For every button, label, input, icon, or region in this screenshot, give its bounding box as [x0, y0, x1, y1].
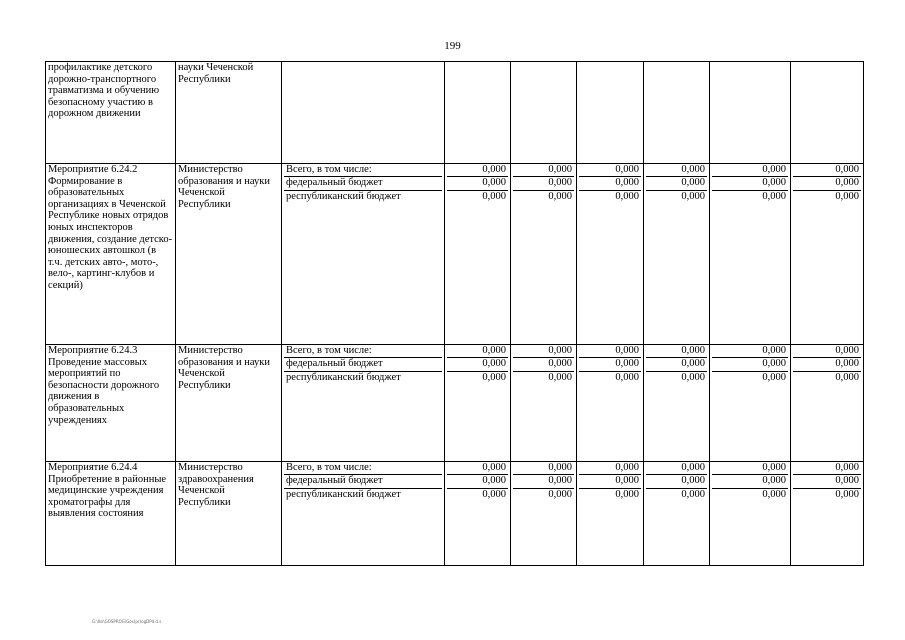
value-republic: 0,000	[548, 488, 572, 500]
funding-federal-label: федеральный бюджет	[284, 475, 442, 488]
value-cell	[577, 345, 644, 462]
value-federal: 0,000	[579, 475, 641, 488]
value-republic: 0,000	[615, 488, 639, 500]
value-total: 0,000	[513, 164, 574, 177]
value-cell	[791, 345, 864, 462]
value-cell	[791, 62, 864, 164]
value-total: 0,000	[447, 164, 508, 177]
value-cell	[644, 164, 710, 345]
value-total: 0,000	[712, 462, 788, 475]
funding-cell	[282, 345, 445, 462]
value-republic: 0,000	[482, 190, 506, 202]
funding-total-label: Всего, в том числе:	[284, 345, 442, 358]
table-row	[46, 62, 864, 164]
value-cell	[710, 345, 791, 462]
value-total: 0,000	[646, 345, 707, 358]
measure-cell: Мероприятие 6.24.4 Приобретение в районные медицинские учреждения хроматографы для выявления состояния	[46, 462, 176, 566]
value-cell	[445, 62, 511, 164]
executor-cell: науки Чеченской Республики	[176, 62, 282, 164]
value-republic: 0,000	[681, 488, 705, 500]
budget-table	[45, 61, 864, 566]
measure-cell: Мероприятие 6.24.2 Формирование в образовательных организациях в Чеченской Республике новых отрядов юных инспекторов движения, создание детско-юношеских автошкол (в т.ч. детских авто-, мото-, вело-, картинг-клубов и секций)	[46, 164, 176, 345]
value-cell	[445, 164, 511, 345]
value-federal: 0,000	[447, 177, 508, 190]
table-row	[46, 462, 864, 566]
value-cell	[445, 462, 511, 566]
value-republic: 0,000	[762, 488, 786, 500]
value-federal: 0,000	[793, 475, 861, 488]
value-republic: 0,000	[615, 371, 639, 383]
value-federal: 0,000	[646, 475, 707, 488]
table-row	[46, 164, 864, 345]
value-federal: 0,000	[646, 177, 707, 190]
value-federal: 0,000	[447, 358, 508, 371]
value-total: 0,000	[646, 462, 707, 475]
executor-cell: Министерство образования и науки Чеченской Республики	[176, 164, 282, 345]
value-federal: 0,000	[447, 475, 508, 488]
value-total: 0,000	[579, 345, 641, 358]
value-federal: 0,000	[513, 177, 574, 190]
value-federal: 0,000	[646, 358, 707, 371]
value-republic: 0,000	[482, 371, 506, 383]
value-federal: 0,000	[513, 475, 574, 488]
value-total: 0,000	[793, 345, 861, 358]
value-republic: 0,000	[548, 371, 572, 383]
funding-total-label: Всего, в том числе:	[284, 164, 442, 177]
value-republic: 0,000	[835, 371, 859, 383]
value-total: 0,000	[579, 462, 641, 475]
value-total: 0,000	[793, 462, 861, 475]
value-cell	[644, 62, 710, 164]
value-republic: 0,000	[482, 488, 506, 500]
funding-republic-label: республиканский бюджет	[286, 371, 401, 383]
value-cell	[791, 462, 864, 566]
funding-federal-label: федеральный бюджет	[284, 177, 442, 190]
value-republic: 0,000	[548, 190, 572, 202]
value-total: 0,000	[793, 164, 861, 177]
funding-cell	[282, 462, 445, 566]
value-republic: 0,000	[681, 371, 705, 383]
page-number: 199	[444, 40, 461, 52]
value-total: 0,000	[513, 462, 574, 475]
value-federal: 0,000	[712, 177, 788, 190]
value-cell	[710, 62, 791, 164]
value-republic: 0,000	[615, 190, 639, 202]
table-row	[46, 345, 864, 462]
value-federal: 0,000	[712, 475, 788, 488]
value-republic: 0,000	[762, 371, 786, 383]
value-federal: 0,000	[579, 177, 641, 190]
value-cell	[644, 345, 710, 462]
value-republic: 0,000	[835, 190, 859, 202]
value-cell	[577, 62, 644, 164]
value-total: 0,000	[513, 345, 574, 358]
funding-republic-label: республиканский бюджет	[286, 488, 401, 500]
value-republic: 0,000	[762, 190, 786, 202]
value-federal: 0,000	[579, 358, 641, 371]
value-total: 0,000	[447, 345, 508, 358]
funding-cell	[282, 62, 445, 164]
value-republic: 0,000	[681, 190, 705, 202]
value-federal: 0,000	[793, 358, 861, 371]
value-cell	[511, 164, 577, 345]
value-cell	[644, 462, 710, 566]
value-total: 0,000	[447, 462, 508, 475]
value-total: 0,000	[646, 164, 707, 177]
value-cell	[445, 345, 511, 462]
value-federal: 0,000	[513, 358, 574, 371]
value-total: 0,000	[579, 164, 641, 177]
value-total: 0,000	[712, 164, 788, 177]
value-cell	[710, 164, 791, 345]
value-federal: 0,000	[712, 358, 788, 371]
footer-file-path: G:\Ilsi\GOSPROG\Gos(pr)ogDPd.d.s	[92, 619, 162, 624]
value-republic: 0,000	[835, 488, 859, 500]
value-cell	[791, 164, 864, 345]
value-cell	[511, 62, 577, 164]
funding-republic-label: республиканский бюджет	[286, 190, 401, 202]
value-cell	[577, 164, 644, 345]
value-cell	[710, 462, 791, 566]
funding-total-label: Всего, в том числе:	[284, 462, 442, 475]
value-cell	[511, 345, 577, 462]
value-federal: 0,000	[793, 177, 861, 190]
funding-cell	[282, 164, 445, 345]
executor-cell: Министерство здравоохранения Чеченской Республики	[176, 462, 282, 566]
measure-cell: Мероприятие 6.24.3 Проведение массовых мероприятий по безопасности дорожного движения в образовательных учреждениях	[46, 345, 176, 462]
funding-federal-label: федеральный бюджет	[284, 358, 442, 371]
executor-cell: Министерство образования и науки Чеченской Республики	[176, 345, 282, 462]
value-cell	[511, 462, 577, 566]
value-cell	[577, 462, 644, 566]
value-total: 0,000	[712, 345, 788, 358]
measure-cell: профилактике детского дорожно-транспортного травматизма и обучению безопасному участию в дорожном движении	[46, 62, 176, 164]
